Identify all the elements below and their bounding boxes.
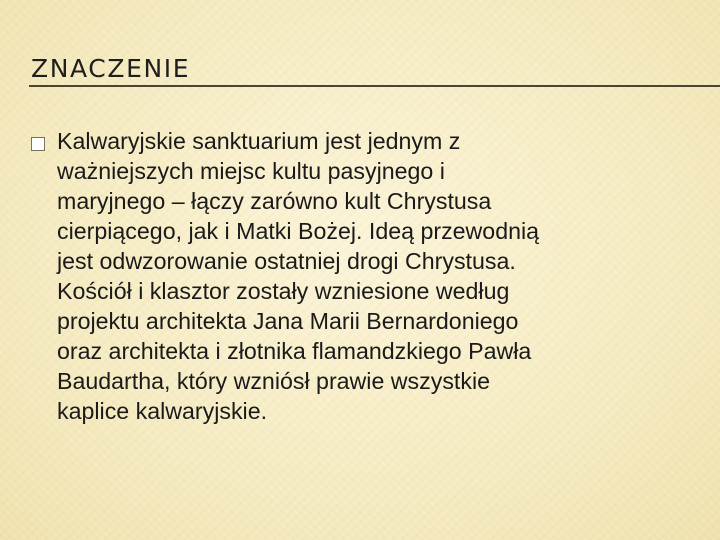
title-underline xyxy=(29,85,720,87)
bullet-text: Kalwaryjskie sanktuarium jest jednym z ważniejszych miejsc kultu pasyjnego i maryjnego – łączy zarówno kult Chrystusa cierpiącego, jak i Matki Bożej. Ideą przewodnią jest odwzorowanie ostatniej drogi Chrystusa. Kościół i klasztor zostały wzniesione według projektu architekta Jana Marii Bernardoniego oraz architekta i złotnika flamandzkiego Pawła Baudartha, który wzniósł prawie wszystkie kaplice kalwaryjskie. xyxy=(57,128,540,424)
slide-title: ZNACZENIE xyxy=(31,54,191,83)
bullet-item xyxy=(30,126,700,426)
square-bullet-icon xyxy=(31,137,45,151)
